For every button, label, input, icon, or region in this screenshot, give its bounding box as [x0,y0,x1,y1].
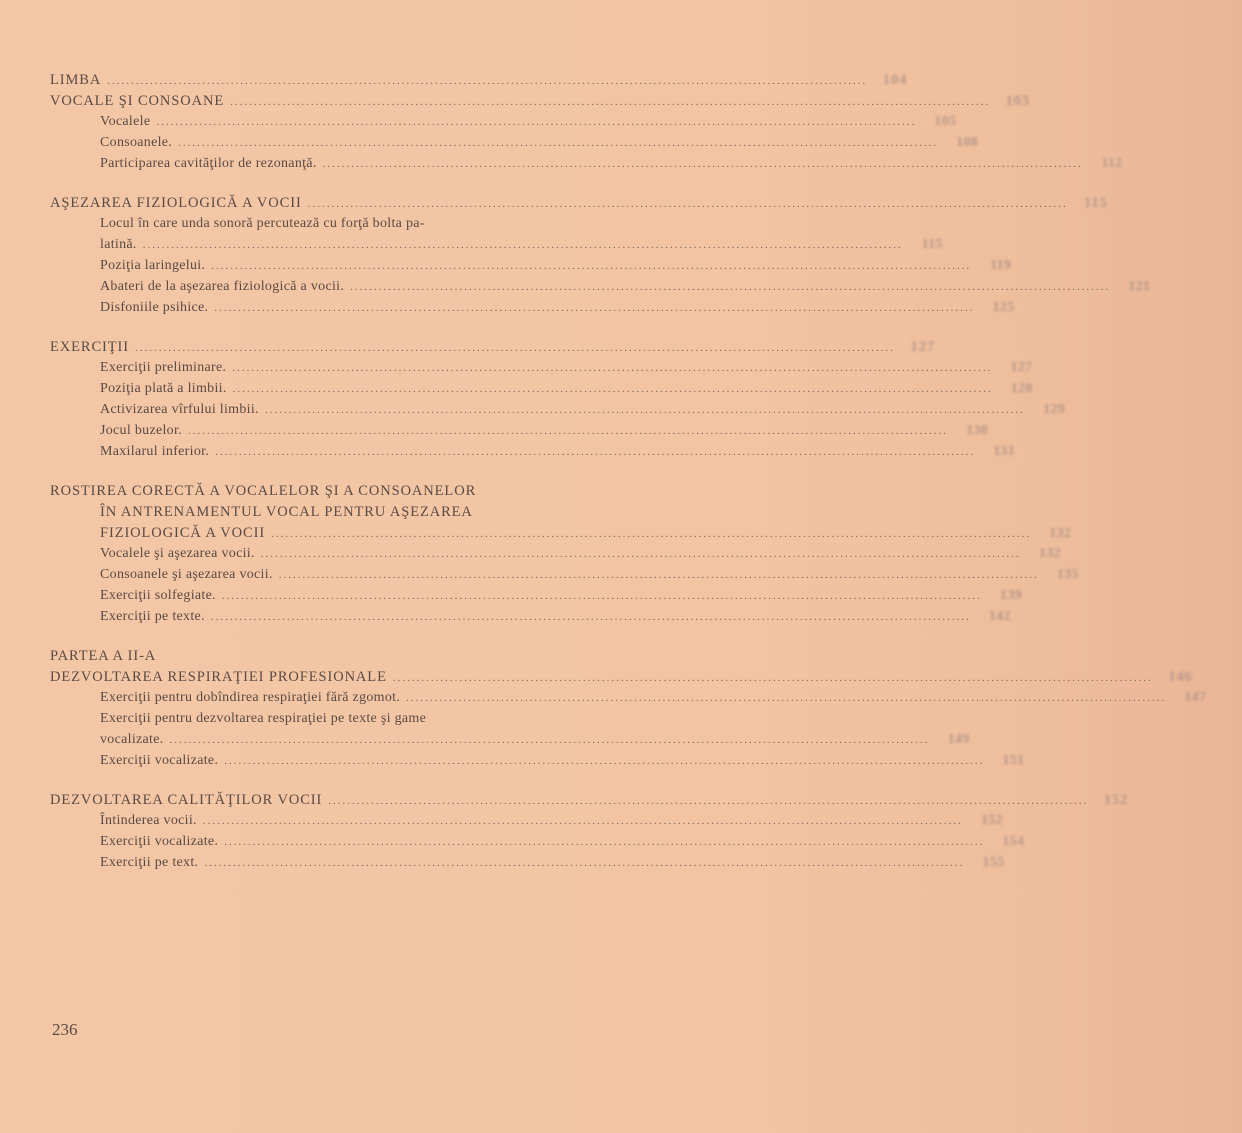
toc-entry-title: Exerciţii pe text. [100,855,199,870]
toc-page-number: 127 [1010,360,1033,375]
page-number: 236 [52,1020,78,1039]
toc-page-number: 149 [947,732,970,747]
toc-section-entry [50,792,1129,813]
toc-page-number: 115 [1084,195,1108,211]
dot-leader [135,342,895,354]
dot-leader [265,404,1025,416]
toc-subsection-entry [50,588,1022,609]
toc-subsection-entry [50,216,640,237]
toc-entry-title: EXERCIŢII [50,339,129,355]
toc-entry-title: Vocalele [100,114,151,129]
toc-section-entry [50,669,1193,690]
toc-page-number: 127 [910,339,935,355]
dot-leader [233,383,993,395]
toc-page-number: 119 [990,258,1012,273]
toc-subsection-entry [50,546,1061,567]
toc-entry-title: ÎN ANTRENAMENTUL VOCAL PENTRU AŞEZAREA [100,504,473,520]
dot-leader [406,692,1166,704]
toc-page-number: 132 [1049,526,1072,541]
toc-subsection-entry [50,711,640,732]
toc-entry-title: Activizarea vîrfului limbii. [100,402,259,417]
toc-entry-title: Întinderea vocii. [100,813,197,828]
dot-leader [204,857,964,869]
toc-page-number: 142 [988,609,1011,624]
toc-entry-title: Exerciţii vocalizate. [100,753,219,768]
toc-entry-title: Poziţia laringelui. [100,258,206,273]
dot-leader [271,528,1031,540]
toc-page-number: 128 [1010,381,1033,396]
toc-page-number: 132 [1038,546,1061,561]
toc-page-number: 112 [1101,156,1123,171]
toc-page-number: 154 [1002,834,1025,849]
dot-leader [328,795,1088,807]
toc-page-number: 121 [1128,279,1151,294]
toc-page-number: 130 [966,423,988,438]
toc-subsection-entry [50,300,1015,321]
toc-page-number: 152 [980,813,1003,828]
toc-page-number: 108 [956,135,979,150]
toc-section-entry [50,648,640,669]
toc-page-number: 152 [1103,792,1129,808]
dot-leader [211,611,971,623]
toc-entry-title: FIZIOLOGICĂ A VOCII [100,525,266,541]
toc-page-number: 115 [921,237,943,252]
toc-page-number: 155 [982,855,1005,870]
toc-subsection-entry [50,279,1151,300]
table-of-contents [50,72,1207,876]
toc-entry-title: Exerciţii pentru dezvoltarea respiraţiei pe texte şi game [100,711,427,726]
dot-leader [143,239,903,251]
toc-page-number: 151 [1002,753,1025,768]
toc-subsection-entry [50,834,1025,855]
toc-page-number: 105 [1005,93,1031,109]
toc-page-number: 135 [1056,567,1079,582]
toc-entry-title: Disfoniile psihice. [100,300,209,315]
dot-leader [170,734,930,746]
toc-entry-title: DEZVOLTAREA RESPIRAŢIEI PROFESIONALE [50,669,387,685]
toc-entry-title: VOCALE ŞI CONSOANE [50,93,225,109]
toc-entry-title: AŞEZAREA FIZIOLOGICĂ A VOCII [50,195,302,211]
toc-page-number: 131 [993,444,1016,459]
toc-section-entry [50,195,1108,216]
dot-leader [323,158,1083,170]
toc-subsection-entry [50,525,1072,546]
toc-entry-title: Consoanele şi aşezarea vocii. [100,567,273,582]
toc-subsection-entry [50,504,640,525]
toc-page-number: 129 [1042,402,1065,417]
toc-entry-title: Abateri de la aşezarea fiziologică a vocii. [100,279,345,294]
dot-leader [224,755,984,767]
toc-entry-title: Vocalele şi aşezarea vocii. [100,546,255,561]
dot-leader [188,425,948,437]
toc-entry-title: PARTEA A II-A [50,648,157,664]
toc-page-number: 125 [992,300,1015,315]
dot-leader [232,362,992,374]
toc-subsection-entry [50,813,1003,834]
toc-section-entry [50,339,935,360]
dot-leader [279,569,1039,581]
toc-section-entry [50,72,908,93]
toc-subsection-entry [50,114,957,135]
toc-subsection-entry [50,753,1025,774]
toc-entry-title: ROSTIREA CORECTĂ A VOCALELOR ŞI A CONSOANELOR [50,483,477,499]
toc-entry-title: Exerciţii pentru dobîndirea respiraţiei fără zgomot. [100,690,401,705]
toc-subsection-entry [50,135,979,156]
toc-entry-title: Maxilarul inferior. [100,444,210,459]
toc-entry-title: DEZVOLTAREA CALITĂŢILOR VOCII [50,792,323,808]
toc-entry-title: Exerciţii solfegiate. [100,588,216,603]
toc-section-entry [50,483,640,504]
toc-page-number: 146 [1168,669,1193,685]
dot-leader [261,548,1021,560]
dot-leader [203,815,963,827]
toc-entry-title: Locul în care unda sonoră percutează cu forţă bolta pa- [100,216,425,231]
toc-entry-title: Poziţia plată a limbii. [100,381,227,396]
toc-entry-title: Jocul buzelor. [100,423,182,438]
toc-page-number: 147 [1184,690,1207,705]
toc-subsection-entry [50,855,1005,876]
section-gap [50,630,640,648]
toc-entry-title: Exerciţii pe texte. [100,609,205,624]
toc-section-entry [50,93,1031,114]
dot-leader [211,260,971,272]
section-gap [50,321,640,339]
toc-entry-title: Participarea cavităţilor de rezonanţă. [100,156,317,171]
toc-entry-title: LIMBA [50,72,102,88]
dot-leader [178,137,938,149]
toc-subsection-entry [50,156,1123,177]
section-gap [50,774,640,792]
toc-entry-title: Consoanele. [100,135,173,150]
section-gap [50,177,640,195]
toc-entry-title: Exerciţii vocalizate. [100,834,219,849]
toc-subsection-entry [50,444,1016,465]
toc-page-number: 104 [882,72,908,88]
toc-subsection-entry [50,237,943,258]
toc-subsection-entry [50,423,988,444]
toc-subsection-entry [50,381,1033,402]
dot-leader [215,446,975,458]
toc-subsection-entry [50,690,1207,711]
dot-leader [222,590,982,602]
toc-subsection-entry [50,402,1065,423]
dot-leader [393,672,1153,684]
dot-leader [214,302,974,314]
dot-leader [156,116,916,128]
section-gap [50,465,640,483]
toc-entry-title: latină. [100,237,137,252]
dot-leader [230,96,990,108]
toc-page-number: 139 [1000,588,1022,603]
dot-leader [308,198,1068,210]
dot-leader [350,281,1110,293]
toc-subsection-entry [50,567,1079,588]
toc-subsection-entry [50,732,970,753]
toc-entry-title: vocalizate. [100,732,164,747]
dot-leader [107,75,867,87]
toc-subsection-entry [50,258,1012,279]
toc-page-number: 105 [934,114,957,129]
toc-subsection-entry [50,609,1011,630]
dot-leader [224,836,984,848]
toc-subsection-entry [50,360,1033,381]
toc-entry-title: Exerciţii preliminare. [100,360,227,375]
